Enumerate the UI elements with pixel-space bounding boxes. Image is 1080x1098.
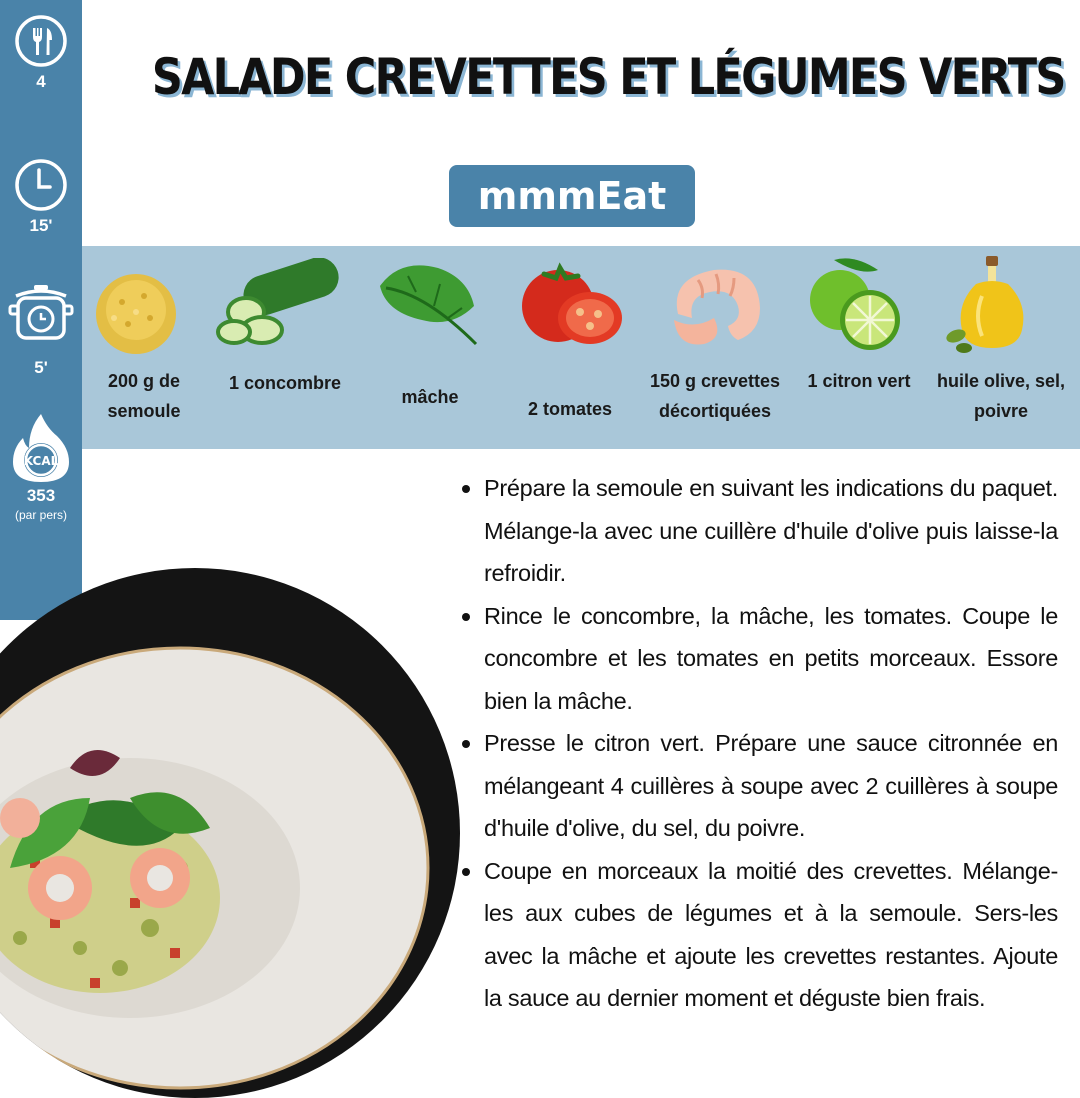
recipe-step: Prépare la semoule en suivant les indications du paquet. Mélange-la avec une cuillère d'huile d'olive puis laisse-la refroidir. — [458, 467, 1058, 595]
kcal-value: 353 — [26, 486, 56, 505]
ingredient-label: 1 citron vert — [807, 371, 911, 391]
kcal-badge-text: KCAL — [23, 454, 59, 468]
ingredient-label: mâche — [401, 387, 459, 407]
cutlery-icon — [14, 14, 68, 68]
salad-plate-illustration — [0, 568, 460, 1098]
prep-time-stat — [0, 158, 82, 236]
ingredient-label: 2 tomates — [527, 399, 613, 419]
recipe-stats-sidebar — [0, 0, 82, 620]
ingredient-label: 150 g crevettes décortiquées — [649, 371, 781, 421]
recipe-title: SALADE CREVETTES ET LÉGUMES VERTS — [151, 48, 1065, 106]
lambs-lettuce-icon — [372, 256, 482, 352]
cucumber-icon — [212, 258, 342, 350]
dish-photo — [0, 568, 460, 1098]
clock-icon — [14, 158, 68, 212]
ingredient-label: 200 g de semoule — [107, 371, 181, 421]
tomato-icon — [516, 260, 628, 352]
ingredient-label: huile olive, sel, poivre — [936, 371, 1066, 421]
brand-logo: mmmEat — [449, 165, 695, 227]
kcal-note: (par pers) — [14, 508, 67, 522]
cook-time-value: 5' — [34, 358, 48, 377]
calories-stat — [0, 412, 82, 522]
servings-value: 4 — [36, 72, 46, 91]
semolina-icon — [90, 266, 182, 358]
recipe-step: Presse le citron vert. Prépare une sauce citronnée en mélangeant 4 cuillères à soupe avec 2 cuillères à soupe d'huile d'olive, du sel, du poivre. — [458, 722, 1058, 850]
recipe-steps-list — [458, 467, 1058, 1020]
olive-oil-icon — [946, 254, 1036, 354]
servings-stat — [0, 14, 82, 92]
cook-time-stat — [0, 282, 82, 378]
shrimp-icon — [658, 260, 770, 350]
lime-icon — [804, 254, 914, 354]
recipe-step: Rince le concombre, la mâche, les tomates. Coupe le concombre et les tomates en petits morceaux. Essore bien la mâche. — [458, 595, 1058, 723]
ingredient-label: 1 concombre — [228, 373, 342, 393]
recipe-step: Coupe en morceaux la moitié des crevettes. Mélange-les aux cubes de légumes et à la semoule. Sers-les avec la mâche et ajoute les crevettes restantes. Ajoute la sauce au dernier moment et déguste bien frais. — [458, 850, 1058, 1020]
cooking-pot-icon — [8, 282, 74, 344]
prep-time-value: 15' — [29, 216, 53, 235]
ingredients-band — [82, 246, 1080, 449]
kcal-flame-icon — [9, 412, 73, 484]
